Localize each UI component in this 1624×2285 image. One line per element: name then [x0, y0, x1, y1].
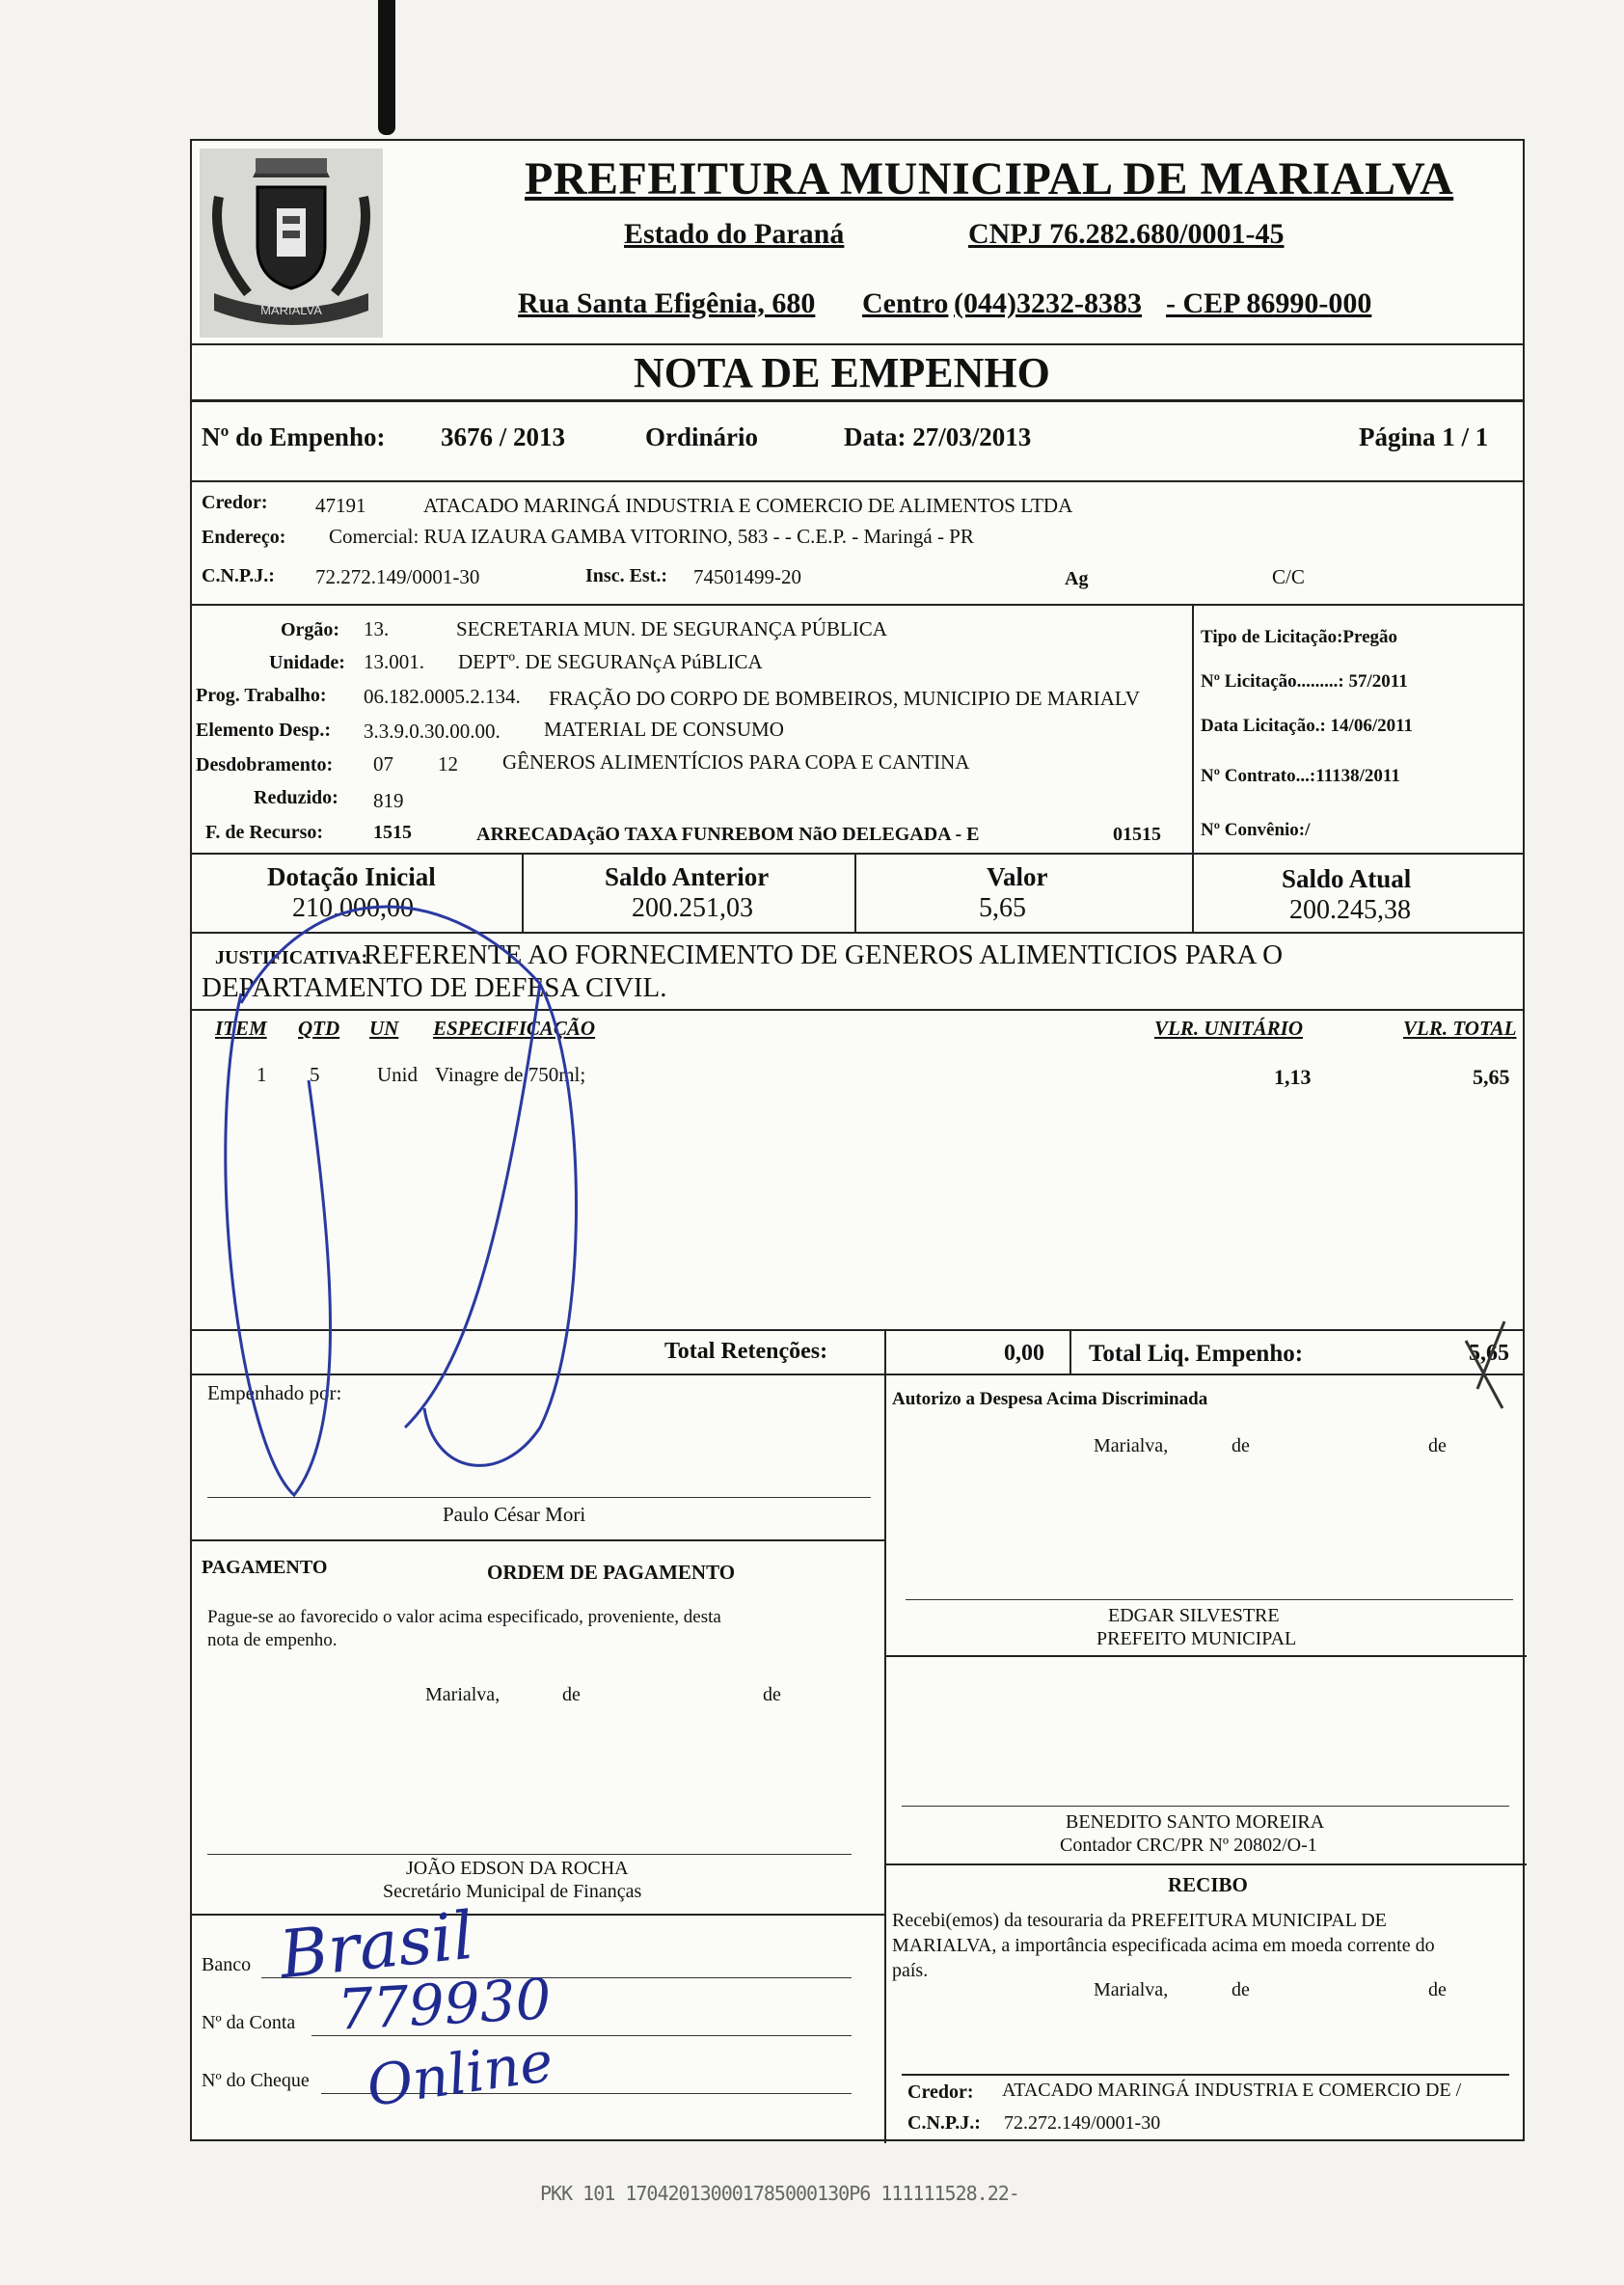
saldo-atual-value: 200.245,38	[1289, 895, 1411, 925]
de-1: de	[1232, 1435, 1250, 1456]
centro-label: Centro	[862, 287, 949, 319]
valor-label: Valor	[987, 862, 1048, 891]
prefeito-name: EDGAR SILVESTRE	[1108, 1605, 1280, 1626]
desdobramento-code1: 07	[373, 752, 393, 775]
recurso-code2: 01515	[1113, 824, 1161, 845]
recibo-line2: MARIALVA, a importância especificada acima em moeda corrente do	[892, 1935, 1435, 1956]
contador-name: BENEDITO SANTO MOREIRA	[1066, 1811, 1325, 1833]
dotacao-value: 210.000,00	[292, 893, 414, 923]
credor-footer-cnpj: 72.272.149/0001-30	[1004, 2112, 1161, 2134]
retencoes-label: Total Retenções:	[664, 1339, 828, 1364]
insc-value: 74501499-20	[693, 565, 801, 588]
prog-name: FRAÇÃO DO CORPO DE BOMBEIROS, MUNICIPIO DE MARIALV	[549, 687, 1140, 710]
autorizo-label: Autorizo a Despesa Acima Discriminada	[892, 1389, 1208, 1409]
empenho-type: Ordinário	[645, 422, 759, 451]
row-qtd: 5	[310, 1063, 320, 1086]
de-2: de	[1428, 1435, 1447, 1456]
address-field-label: Endereço:	[202, 527, 286, 548]
svg-text:MARIALVA: MARIALVA	[260, 303, 322, 317]
empenhado-label: Empenhado por:	[207, 1381, 342, 1404]
footer-code: PKK 101 170420130001785000130P6 111111528.22-	[540, 2182, 1019, 2205]
row-unit-value: 1,13	[1274, 1065, 1312, 1089]
desdobramento-name: GÊNEROS ALIMENTÍCIOS PARA COPA E CANTINA	[502, 750, 970, 774]
saldo-anterior-value: 200.251,03	[632, 893, 753, 923]
col-vlr-total: VLR. TOTAL	[1403, 1017, 1517, 1040]
nota-de-empenho-form	[190, 139, 1525, 2141]
phone-label: (044)3232-8383	[954, 287, 1142, 319]
insc-label: Insc. Est.:	[585, 565, 668, 586]
address-label: Rua Santa Efigênia, 680	[518, 287, 816, 319]
empenho-number: 3676 / 2013	[441, 422, 566, 451]
marialva-place-2: Marialva,	[425, 1684, 501, 1705]
contador-title: Contador CRC/PR Nº 20802/O-1	[1060, 1835, 1317, 1856]
desdobramento-label: Desdobramento:	[196, 754, 334, 775]
credor-footer-cnpj-label: C.N.P.J.:	[907, 2112, 981, 2134]
row-item: 1	[257, 1063, 267, 1086]
handwritten-banco: Brasil	[276, 1897, 477, 1995]
prefeito-title: PREFEITO MUNICIPAL	[1096, 1628, 1297, 1649]
col-vlr-unitario: VLR. UNITÁRIO	[1154, 1017, 1304, 1040]
orgao-name: SECRETARIA MUN. DE SEGURANÇA PÚBLICA	[456, 617, 887, 640]
credor-footer-label: Credor:	[907, 2081, 974, 2103]
marialva-place-1: Marialva,	[1094, 1435, 1169, 1456]
recibo-line1: Recebi(emos) da tesouraria da PREFEITURA MUNICIPAL DE	[892, 1910, 1387, 1931]
banco-label: Banco	[202, 1954, 252, 1975]
reduzido-label: Reduzido:	[254, 787, 338, 808]
credor-cnpj: 72.272.149/0001-30	[315, 565, 480, 588]
dotacao-label: Dotação Inicial	[267, 862, 436, 891]
liq-empenho-label: Total Liq. Empenho:	[1089, 1341, 1304, 1367]
justificativa-label: JUSTIFICATIVA:	[215, 947, 368, 968]
top-ink-mark	[378, 0, 395, 135]
recibo-label: RECIBO	[1168, 1873, 1248, 1896]
desdobramento-code2: 12	[438, 752, 458, 775]
saldo-atual-label: Saldo Atual	[1282, 864, 1412, 893]
recibo-line3: país.	[892, 1960, 929, 1981]
reduzido-value: 819	[373, 789, 404, 812]
credor-label: Credor:	[202, 492, 268, 513]
secretario-name: JOÃO EDSON DA ROCHA	[406, 1858, 629, 1879]
unidade-label: Unidade:	[269, 652, 345, 673]
row-un: Unid	[377, 1063, 418, 1086]
empenho-label: Nº do Empenho:	[202, 422, 386, 451]
unidade-code: 13.001.	[364, 650, 424, 673]
justificativa-line1: REFERENTE AO FORNECIMENTO DE GENEROS ALIMENTICIOS PARA O	[364, 939, 1284, 970]
page-title: PREFEITURA MUNICIPAL DE MARIALVA	[525, 153, 1454, 204]
valor-value: 5,65	[979, 893, 1026, 923]
elemento-name: MATERIAL DE CONSUMO	[544, 718, 784, 741]
cnpj-label: CNPJ 76.282.680/0001-45	[968, 218, 1285, 250]
cc-label: C/C	[1272, 565, 1305, 588]
de-5: de	[1232, 1979, 1250, 2000]
orgao-label: Orgão:	[281, 619, 340, 640]
de-6: de	[1428, 1979, 1447, 2000]
municipal-crest-icon	[200, 149, 383, 338]
cheque-label: Nº do Cheque	[202, 2070, 310, 2091]
empenho-date: Data: 27/03/2013	[844, 422, 1032, 451]
row-total-value: 5,65	[1473, 1065, 1510, 1089]
unidade-name: DEPTº. DE SEGURANçA PúBLICA	[458, 650, 763, 673]
document-title: NOTA DE EMPENHO	[634, 349, 1050, 396]
col-item: ITEM	[215, 1017, 267, 1040]
cep-label: - CEP 86990-000	[1166, 287, 1372, 319]
numero-contrato: Nº Contrato...:11138/2011	[1201, 766, 1400, 786]
numero-convenio: Nº Convênio:/	[1201, 820, 1311, 840]
de-4: de	[763, 1684, 781, 1705]
marialva-place-3: Marialva,	[1094, 1979, 1169, 2000]
handwritten-conta: 779930	[336, 1966, 554, 2043]
elemento-label: Elemento Desp.:	[196, 720, 331, 741]
col-qtd: QTD	[298, 1017, 340, 1040]
saldo-anterior-label: Saldo Anterior	[605, 862, 770, 891]
credor-code: 47191	[315, 494, 366, 517]
empenhado-name: Paulo César Mori	[443, 1503, 586, 1526]
prog-label: Prog. Trabalho:	[196, 685, 327, 706]
conta-label: Nº da Conta	[202, 2012, 296, 2033]
prog-code: 06.182.0005.2.134.	[364, 685, 521, 708]
pague-line2: nota de empenho.	[207, 1630, 338, 1650]
data-licitacao: Data Licitação.: 14/06/2011	[1201, 716, 1414, 736]
state-label: Estado do Paraná	[624, 218, 845, 250]
page-number: Página 1 / 1	[1359, 422, 1489, 451]
justificativa-line2: DEPARTAMENTO DE DEFESA CIVIL.	[202, 972, 667, 1003]
elemento-code: 3.3.9.0.30.00.00.	[364, 720, 501, 743]
numero-licitacao: Nº Licitação.........: 57/2011	[1201, 671, 1408, 692]
cnpj-field-label: C.N.P.J.:	[202, 565, 275, 586]
retencoes-value: 0,00	[1004, 1341, 1044, 1366]
tipo-licitacao: Tipo de Licitação:Pregão	[1201, 627, 1398, 647]
orgao-code: 13.	[364, 617, 390, 640]
recurso-name: ARRECADAçãO TAXA FUNREBOM NãO DELEGADA - E	[476, 824, 980, 845]
recurso-code: 1515	[373, 822, 412, 843]
row-spec: Vinagre de 750ml;	[435, 1063, 586, 1086]
ag-label: Ag	[1065, 568, 1089, 589]
credor-name: ATACADO MARINGÁ INDUSTRIA E COMERCIO DE ALIMENTOS LTDA	[423, 494, 1073, 517]
recurso-label: F. de Recurso:	[205, 822, 324, 843]
col-especificacao: ESPECIFICAÇÃO	[433, 1017, 596, 1040]
secretario-title: Secretário Municipal de Finanças	[383, 1881, 642, 1902]
liq-empenho-value: 5,65	[1469, 1341, 1509, 1366]
de-3: de	[562, 1684, 581, 1705]
pagamento-label: PAGAMENTO	[202, 1557, 328, 1578]
handwritten-cheque: Online	[363, 2027, 557, 2120]
credor-address: Comercial: RUA IZAURA GAMBA VITORINO, 583 - - C.E.P. - Maringá - PR	[329, 525, 974, 548]
credor-footer-name: ATACADO MARINGÁ INDUSTRIA E COMERCIO DE /	[1002, 2080, 1462, 2101]
ordem-pagamento-label: ORDEM DE PAGAMENTO	[487, 1561, 736, 1584]
col-un: UN	[369, 1017, 399, 1040]
pague-line1: Pague-se ao favorecido o valor acima especificado, proveniente, desta	[207, 1607, 721, 1627]
